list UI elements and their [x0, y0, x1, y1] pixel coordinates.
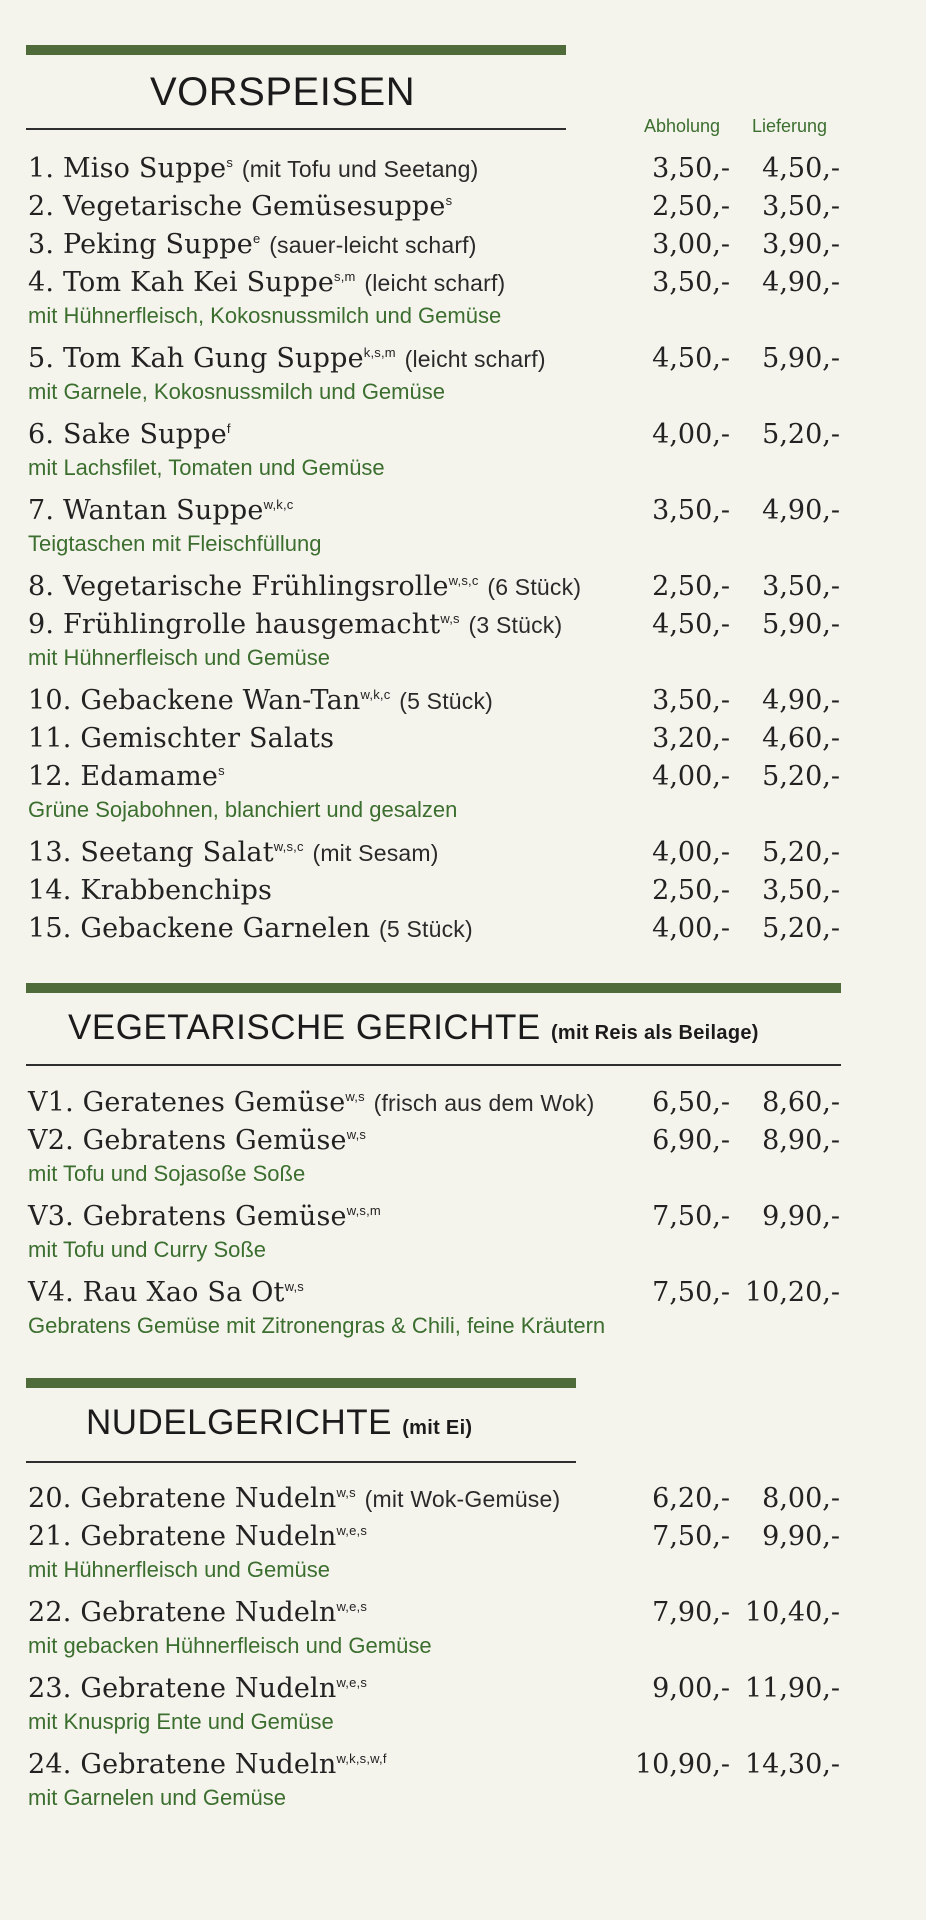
menu-item-name — [28, 875, 272, 906]
menu-item — [0, 571, 926, 609]
price-abholung: 3,50,- — [652, 153, 730, 184]
price-lieferung: 3,50,- — [762, 191, 840, 222]
price-lieferung: 4,90,- — [762, 495, 840, 526]
allergen-codes: w,k,c — [263, 497, 294, 512]
menu-item — [0, 153, 926, 191]
menu-item-description: mit Garnelen und Gemüse — [28, 1785, 287, 1810]
menu-item-name — [28, 495, 294, 526]
price-abholung: 4,00,- — [652, 837, 730, 868]
price-abholung: 6,50,- — [652, 1087, 730, 1118]
price-lieferung: 9,90,- — [762, 1201, 840, 1232]
menu-item-title: 13. Seetang Salat — [28, 837, 274, 868]
allergen-codes: w,s — [284, 1279, 304, 1294]
price-lieferung: 5,20,- — [762, 761, 840, 792]
price-lieferung: 9,90,- — [762, 1521, 840, 1552]
price-abholung: 3,50,- — [652, 685, 730, 716]
menu-item — [0, 1521, 926, 1559]
section-bar — [26, 1378, 576, 1388]
menu-item — [0, 723, 926, 761]
menu-item-name — [28, 419, 231, 450]
price-abholung: 3,00,- — [652, 229, 730, 260]
section-title-text: VEGETARISCHE GERICHTE — [68, 1008, 541, 1047]
section-title-nudeln — [86, 1403, 472, 1443]
section-bar — [26, 45, 566, 55]
section-title-text: NUDELGERICHTE — [86, 1403, 392, 1442]
menu-item-name — [28, 723, 334, 754]
menu-item-note: (frisch aus dem Wok) — [373, 1090, 595, 1116]
section-title-vorspeisen: VORSPEISEN — [150, 70, 416, 114]
allergen-codes: w,k,c — [360, 687, 391, 702]
menu-item-note: (3 Stück) — [468, 612, 563, 638]
price-lieferung: 4,60,- — [762, 723, 840, 754]
menu-item-name — [28, 609, 562, 640]
menu-item-description: mit Hühnerfleisch und Gemüse — [28, 645, 331, 670]
menu-item-description: mit Tofu und Curry Soße — [28, 1237, 267, 1262]
price-lieferung: 3,50,- — [762, 571, 840, 602]
price-abholung: 7,50,- — [652, 1521, 730, 1552]
menu-item-name — [28, 1087, 594, 1118]
menu-item-title: V1. Geratenes Gemüse — [28, 1087, 346, 1118]
price-lieferung: 8,90,- — [762, 1125, 840, 1156]
menu-item-name — [28, 229, 477, 260]
menu-item-name — [28, 1749, 387, 1780]
menu-item-description: Gebratens Gemüse mit Zitronengras & Chili, feine Kräutern — [28, 1313, 606, 1338]
menu-item-title: 4. Tom Kah Kei Suppe — [28, 267, 335, 298]
menu-item-note: (sauer-leicht scharf) — [269, 232, 477, 258]
menu-item-name — [28, 1201, 381, 1232]
allergen-codes: w,s — [440, 611, 460, 626]
menu-item-title: 3. Peking Suppe — [28, 229, 253, 260]
menu-item — [0, 1483, 926, 1521]
allergen-codes: w,s,c — [273, 839, 304, 854]
price-lieferung: 8,00,- — [762, 1483, 840, 1514]
menu-item-name — [28, 837, 439, 868]
allergen-codes: s — [445, 193, 453, 208]
price-abholung: 7,50,- — [652, 1201, 730, 1232]
menu-item — [0, 419, 926, 457]
menu-item-name — [28, 1483, 560, 1514]
allergen-codes: w,s,c — [448, 573, 479, 588]
price-lieferung: 4,90,- — [762, 267, 840, 298]
menu-item — [0, 1087, 926, 1125]
price-lieferung: 5,20,- — [762, 419, 840, 450]
section-underline — [26, 1461, 576, 1463]
menu-item — [0, 1277, 926, 1315]
price-lieferung: 5,90,- — [762, 609, 840, 640]
allergen-codes: k,s,m — [363, 345, 396, 360]
menu-item-title: 5. Tom Kah Gung Suppe — [28, 343, 364, 374]
price-abholung: 2,50,- — [652, 875, 730, 906]
section-title-note: (mit Reis als Beilage) — [550, 1022, 759, 1044]
menu-item — [0, 1749, 926, 1787]
menu-item — [0, 343, 926, 381]
menu-item-title: 8. Vegetarische Frühlingsrolle — [28, 571, 449, 602]
menu-item-name — [28, 267, 505, 298]
menu-item-note: (mit Sesam) — [312, 840, 439, 866]
menu-item-title: 9. Frühlingrolle hausgemacht — [28, 609, 441, 640]
menu-item — [0, 837, 926, 875]
menu-item-title: V2. Gebratens Gemüse — [28, 1125, 347, 1156]
price-lieferung: 4,90,- — [762, 685, 840, 716]
menu-item — [0, 1201, 926, 1239]
menu-item-note: (leicht scharf) — [404, 346, 546, 372]
menu-item-title: 1. Miso Suppe — [28, 153, 227, 184]
menu-item-description: mit Garnele, Kokosnussmilch und Gemüse — [28, 379, 445, 404]
price-abholung: 4,50,- — [652, 343, 730, 374]
allergen-codes: s — [226, 155, 234, 170]
price-abholung: 7,50,- — [652, 1277, 730, 1308]
menu-item-name — [28, 191, 452, 222]
menu-item-title: 15. Gebackene Garnelen — [28, 913, 371, 944]
section-underline — [26, 1064, 841, 1066]
price-abholung: 6,20,- — [652, 1483, 730, 1514]
section-title-vegetarisch — [68, 1008, 759, 1048]
menu-item-description: Grüne Sojabohnen, blanchiert und gesalzen — [28, 797, 458, 822]
menu-item — [0, 267, 926, 305]
menu-item — [0, 495, 926, 533]
menu-item-title: 22. Gebratene Nudeln — [28, 1597, 337, 1628]
allergen-codes: s,m — [334, 269, 356, 284]
menu-item-name — [28, 1597, 367, 1628]
price-abholung: 2,50,- — [652, 191, 730, 222]
price-abholung: 3,50,- — [652, 267, 730, 298]
price-abholung: 2,50,- — [652, 571, 730, 602]
menu-item-name — [28, 571, 581, 602]
price-abholung: 4,00,- — [652, 761, 730, 792]
menu-item-name — [28, 1673, 367, 1704]
menu-item — [0, 761, 926, 799]
menu-item-note: (6 Stück) — [487, 574, 582, 600]
menu-item — [0, 1673, 926, 1711]
price-lieferung: 5,20,- — [762, 837, 840, 868]
price-lieferung: 14,30,- — [744, 1749, 840, 1780]
menu-item — [0, 1597, 926, 1635]
price-lieferung: 10,40,- — [744, 1597, 840, 1628]
allergen-codes: w,k,s,w,f — [336, 1751, 387, 1766]
menu-item-name — [28, 685, 493, 716]
menu-item — [0, 609, 926, 647]
price-lieferung: 3,90,- — [762, 229, 840, 260]
price-abholung: 9,00,- — [652, 1673, 730, 1704]
allergen-codes: w,s — [345, 1089, 365, 1104]
price-lieferung: 8,60,- — [762, 1087, 840, 1118]
price-abholung: 4,00,- — [652, 913, 730, 944]
menu-item — [0, 229, 926, 267]
menu-item — [0, 913, 926, 951]
price-lieferung: 5,20,- — [762, 913, 840, 944]
section-underline — [26, 128, 566, 130]
price-abholung: 4,00,- — [652, 419, 730, 450]
menu-item-description: Teigtaschen mit Fleischfüllung — [28, 531, 322, 556]
menu-item-note: (5 Stück) — [399, 688, 494, 714]
column-header-lieferung: Lieferung — [752, 116, 828, 136]
menu-item-description: mit Hühnerfleisch, Kokosnussmilch und Gemüse — [28, 303, 502, 328]
menu-item-title: 11. Gemischter Salats — [28, 723, 335, 754]
price-lieferung: 3,50,- — [762, 875, 840, 906]
menu-item-title: 10. Gebackene Wan-Tan — [28, 685, 361, 716]
menu-item-title: 12. Edamame — [28, 761, 219, 792]
section-title-note: (mit Ei) — [402, 1417, 473, 1439]
allergen-codes: w,e,s — [336, 1675, 368, 1690]
price-abholung: 3,20,- — [652, 723, 730, 754]
menu-item-note: (leicht scharf) — [364, 270, 506, 296]
menu-item — [0, 191, 926, 229]
price-lieferung: 5,90,- — [762, 343, 840, 374]
menu-item-title: 20. Gebratene Nudeln — [28, 1483, 337, 1514]
price-abholung: 10,90,- — [634, 1749, 730, 1780]
menu-item-name — [28, 761, 225, 792]
allergen-codes: w,s,m — [346, 1203, 381, 1218]
menu-item-note: (mit Wok-Gemüse) — [364, 1486, 561, 1512]
menu-item-note: (mit Tofu und Seetang) — [241, 156, 479, 182]
menu-item-name — [28, 343, 546, 374]
menu-item-title: V4. Rau Xao Sa Ot — [28, 1277, 285, 1308]
menu-item-title: 23. Gebratene Nudeln — [28, 1673, 337, 1704]
menu-item-title: V3. Gebratens Gemüse — [28, 1201, 347, 1232]
price-lieferung: 11,90,- — [744, 1673, 840, 1704]
allergen-codes: w,e,s — [336, 1599, 368, 1614]
column-header-abholung: Abholung — [644, 116, 721, 136]
price-abholung: 3,50,- — [652, 495, 730, 526]
menu-item-description: mit Tofu und Sojasoße Soße — [28, 1161, 306, 1186]
menu-item-description: mit Lachsfilet, Tomaten und Gemüse — [28, 455, 385, 480]
menu-item-name — [28, 913, 473, 944]
allergen-codes: w,s — [336, 1485, 356, 1500]
menu-item — [0, 685, 926, 723]
menu-item-title: 7. Wantan Suppe — [28, 495, 264, 526]
allergen-codes: w,s — [346, 1127, 367, 1142]
price-lieferung: 4,50,- — [762, 153, 840, 184]
menu-item-name — [28, 1125, 366, 1156]
menu-item-title: 14. Krabbenchips — [28, 875, 273, 906]
menu-item — [0, 1125, 926, 1163]
menu-item-description: mit Knusprig Ente und Gemüse — [28, 1709, 334, 1734]
price-abholung: 7,90,- — [652, 1597, 730, 1628]
allergen-codes: w,e,s — [336, 1523, 368, 1538]
menu-item — [0, 875, 926, 913]
menu-item-title: 6. Sake Suppe — [28, 419, 227, 450]
allergen-codes: s — [218, 763, 225, 778]
menu-item-name — [28, 1277, 304, 1308]
menu-item-description: mit gebacken Hühnerfleisch und Gemüse — [28, 1633, 432, 1658]
menu-item-note: (5 Stück) — [379, 916, 473, 942]
menu-item-title: 21. Gebratene Nudeln — [28, 1521, 337, 1552]
section-bar — [26, 983, 841, 993]
allergen-codes: e — [252, 231, 261, 246]
price-lieferung: 10,20,- — [744, 1277, 840, 1308]
menu-item-name — [28, 1521, 367, 1552]
allergen-codes: f — [226, 421, 231, 436]
menu-item-title: 2. Vegetarische Gemüsesuppe — [28, 191, 446, 222]
price-abholung: 6,90,- — [652, 1125, 730, 1156]
menu-item-name — [28, 153, 479, 184]
price-abholung: 4,50,- — [652, 609, 730, 640]
menu-item-description: mit Hühnerfleisch und Gemüse — [28, 1557, 331, 1582]
menu-item-title: 24. Gebratene Nudeln — [28, 1749, 337, 1780]
